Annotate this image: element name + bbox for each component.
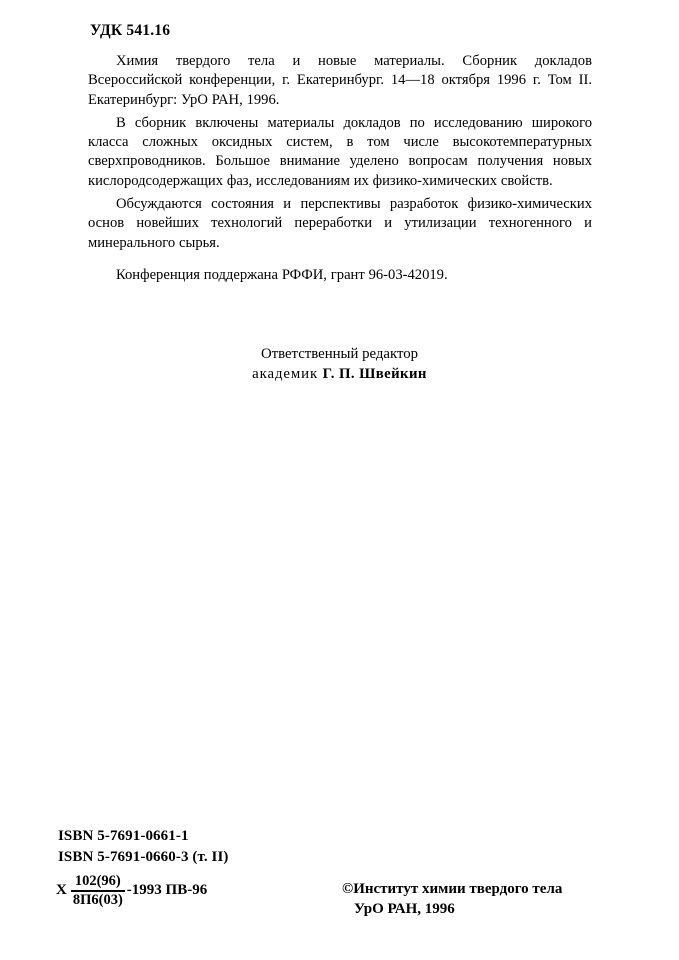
copyright-year: УрО РАН, 1996 [354,901,455,917]
annotation-text [88,52,592,290]
editor-title: академик [252,366,323,382]
editor-role-label: Ответственный редактор [260,346,419,362]
classification-code [56,874,207,908]
paragraph-contents-summary: В сборник включены материалы докладов по исследованию широкого класса сложных оксидных систем, в том числе высокотемпературных сверхпроводников. Большое внимание уделено вопросам получения новых кислородсодержащих фаз, исследованиям их физико-химических свойств. [88,114,592,189]
code-numerator: 102(96) [74,873,121,889]
udk-code: УДК 541.16 [90,22,171,39]
code-suffix: -1993 ПВ-96 [126,882,208,899]
paragraph-bibliographic: Химия твердого тела и новые материалы. Сборник докладов Всероссийской конференции, г. Екатеринбург. 14—18 октября 1996 г. Том II. Екатеринбург: УрО РАН, 1996. [88,53,592,108]
editor-credit [0,344,679,384]
copyright-block [342,879,642,919]
isbn-set: ISBN 5-7691-0661-1 [58,828,189,844]
page-footer [0,828,679,948]
code-fraction [71,874,125,908]
isbn-volume: ISBN 5-7691-0660-3 (т. II) [58,849,229,865]
paragraph-topics: Обсуждаются состояния и перспективы разработок физико-химических основ новейших технологий переработки и утилизации техногенного и минерального сырья. [88,196,592,251]
code-denominator: 8П6(03) [72,891,123,908]
editor-name-line [0,364,679,384]
code-prefix: X [56,882,67,899]
editor-name: Г. П. Швейкин [322,366,427,382]
copyright-institute: ©Институт химии твердого тела [342,881,563,897]
paragraph-grant: Конференция поддержана РФФИ, грант 96-03-42019. [116,266,448,283]
